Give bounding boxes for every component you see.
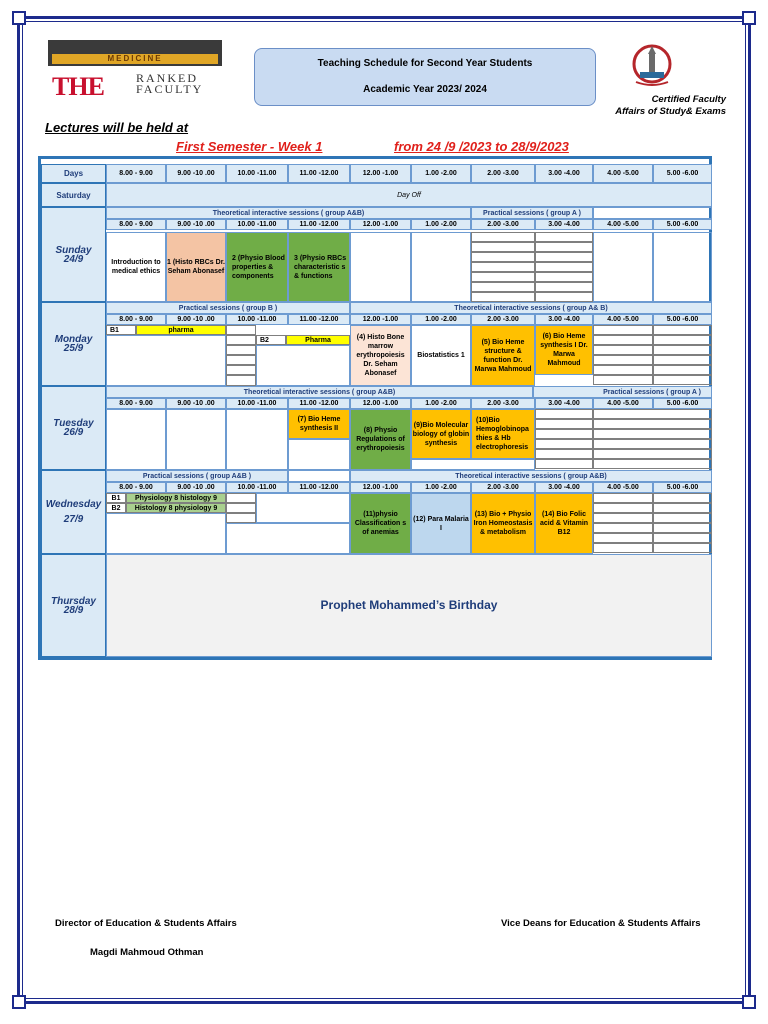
monday-biostatistics: Biostatistics 1 — [411, 325, 471, 386]
sunday-practical-row-cell — [471, 262, 535, 272]
wednesday-time-1: 9.00 -10 .00 — [166, 482, 226, 493]
tuesday-practical-row-cell — [535, 449, 593, 459]
header-time-2: 10.00 -11.00 — [226, 164, 288, 183]
week-dates: from 24 /9 /2023 to 28/9/2023 — [394, 139, 569, 154]
tuesday-session-7: (7) Bio Heme synthesis II — [288, 409, 350, 439]
tuesday-time-5: 1.00 -2.00 — [411, 398, 471, 409]
logo-banner — [48, 40, 222, 66]
day-off-note: Day Off — [106, 183, 712, 207]
tuesday-time-3: 11.00 -12.00 — [288, 398, 350, 409]
sunday-empty-slot — [593, 232, 653, 302]
sunday-time-5: 1.00 -2.00 — [411, 219, 471, 230]
header-time-7: 3.00 -4.00 — [535, 164, 593, 183]
tuesday-practical-row-cell — [535, 459, 593, 469]
wednesday-session-13: (13) Bio + Physio Iron Homeostasis & metabolism — [471, 493, 535, 554]
wednesday-time-3: 11.00 -12.00 — [288, 482, 350, 493]
day-wednesday-date: 27/9 — [63, 514, 84, 525]
monday-time-3: 11.00 -12.00 — [288, 314, 350, 325]
wednesday-practical-row-cell — [653, 513, 712, 523]
wednesday-empty-slot — [226, 523, 350, 554]
wednesday-b2-sessions: Histology 8 physiology 9 — [126, 503, 226, 513]
wednesday-practical-row-cell — [653, 533, 712, 543]
wednesday-session-12: (12) Para Malaria I — [411, 493, 471, 554]
tuesday-time-0: 8.00 - 9.00 — [106, 398, 166, 409]
corner-ornament — [12, 11, 26, 25]
day-thursday-date: 28/9 — [63, 604, 84, 616]
monday-b2-pharma: Pharma — [286, 335, 350, 345]
monday-empty-cell — [226, 335, 256, 345]
certified-text — [604, 94, 726, 118]
wednesday-empty-cell — [226, 503, 256, 513]
monday-practical-row-cell — [653, 355, 712, 365]
sunday-empty-slot — [350, 232, 411, 302]
tuesday-empty-slot — [166, 409, 226, 470]
sunday-empty-slot — [411, 232, 471, 302]
logo-faculty-word: FACULTY — [136, 82, 204, 96]
monday-practical-header: Practical sessions ( group B ) — [106, 302, 350, 314]
tuesday-practical-header: Practical sessions ( group A ) — [533, 386, 712, 398]
header-time-8: 4.00 -5.00 — [593, 164, 653, 183]
wednesday-b1-sessions: Physiology 8 histology 9 — [126, 493, 226, 503]
monday-empty-slot — [256, 345, 350, 386]
wednesday-practical-row-cell — [593, 513, 653, 523]
sunday-time-0: 8.00 - 9.00 — [106, 219, 166, 230]
sunday-time-7: 3.00 -4.00 — [535, 219, 593, 230]
wednesday-practical-row-cell — [593, 543, 653, 553]
day-sunday — [41, 207, 106, 302]
wednesday-practical-row-cell — [653, 523, 712, 533]
monday-time-6: 2.00 -3.00 — [471, 314, 535, 325]
corner-ornament — [12, 995, 26, 1009]
semester-week: First Semester - Week 1 — [176, 139, 323, 154]
tuesday-practical-row-cell — [593, 439, 712, 449]
logo-ranked-text — [136, 73, 203, 95]
monday-practical-row-cell — [593, 375, 653, 385]
schedule-title: Teaching Schedule for Second Year Students — [317, 58, 533, 69]
sunday-empty-header — [593, 207, 712, 219]
tuesday-empty-slot — [411, 459, 535, 470]
sunday-practical-row-cell — [471, 272, 535, 282]
monday-session-4: (4) Histo Bone marrow erythropoiesis Dr. Seham Abonasef — [350, 325, 411, 386]
monday-empty-cell — [226, 345, 256, 355]
monday-practical-row-cell — [593, 345, 653, 355]
sunday-practical-row-cell — [471, 282, 535, 292]
tuesday-practical-row-cell — [593, 459, 712, 469]
cert-line1: Certified Faculty — [651, 94, 726, 105]
director-name: Magdi Mahmoud Othman — [90, 947, 204, 958]
days-header: Days — [41, 164, 106, 183]
sunday-practical-row-cell — [535, 262, 593, 272]
header-time-3: 11.00 -12.00 — [288, 164, 350, 183]
ranking-logo — [48, 40, 224, 102]
header-time-0: 8.00 - 9.00 — [106, 164, 166, 183]
tuesday-empty-slot — [106, 409, 166, 470]
header-time-1: 9.00 -10 .00 — [166, 164, 226, 183]
wednesday-time-9: 5.00 -6.00 — [653, 482, 712, 493]
monday-practical-row-cell — [653, 345, 712, 355]
day-tuesday-label: Tuesday — [53, 418, 94, 429]
monday-practical-row-cell — [653, 375, 712, 385]
wednesday-time-4: 12.00 -1.00 — [350, 482, 411, 493]
wednesday-time-6: 2.00 -3.00 — [471, 482, 535, 493]
sunday-practical-row-cell — [471, 242, 535, 252]
monday-b1-label: B1 — [106, 325, 136, 335]
sunday-time-1: 9.00 -10 .00 — [166, 219, 226, 230]
wednesday-practical-row-cell — [653, 543, 712, 553]
day-monday-date: 25/9 — [63, 343, 84, 354]
university-emblem-icon — [628, 42, 676, 90]
tuesday-practical-row-cell — [593, 409, 712, 419]
sunday-session-3: 3 (Physio RBCs characteristic s & functions — [288, 232, 350, 302]
wednesday-empty-slot — [106, 513, 226, 554]
monday-time-5: 1.00 -2.00 — [411, 314, 471, 325]
day-monday-label: Monday — [54, 334, 93, 345]
tuesday-time-7: 3.00 -4.00 — [535, 398, 593, 409]
day-sunday-label: Sunday — [55, 244, 92, 256]
tuesday-practical-row-cell — [535, 409, 593, 419]
wednesday-time-8: 4.00 -5.00 — [593, 482, 653, 493]
sunday-time-2: 10.00 -11.00 — [226, 219, 288, 230]
header-time-6: 2.00 -3.00 — [471, 164, 535, 183]
tuesday-time-6: 2.00 -3.00 — [471, 398, 535, 409]
monday-practical-row-cell — [593, 335, 653, 345]
cert-line2: Affairs of Study& Exams — [615, 106, 726, 117]
wednesday-practical-row-cell — [653, 493, 712, 503]
sunday-practical-header: Practical sessions ( group A ) — [471, 207, 593, 219]
monday-practical-row-cell — [593, 325, 653, 335]
day-wednesday-label: Wednesday — [45, 499, 102, 510]
sunday-empty-slot — [653, 232, 712, 302]
logo-ranked-word: RANKED — [136, 71, 198, 85]
monday-session-5: (5) Bio Heme structure & function Dr. Marwa Mahmoud — [471, 325, 535, 386]
sunday-practical-row-cell — [471, 292, 535, 302]
tuesday-practical-row-cell — [593, 429, 712, 439]
monday-time-8: 4.00 -5.00 — [593, 314, 653, 325]
wednesday-empty-cell — [226, 513, 256, 523]
wednesday-empty-header — [288, 470, 350, 482]
wednesday-empty-slot — [256, 493, 350, 523]
day-thursday — [41, 554, 106, 657]
tuesday-practical-row-cell — [593, 419, 712, 429]
sunday-practical-row-cell — [471, 232, 535, 242]
wednesday-theory-header: Theoretical interactive sessions ( group A&B) — [350, 470, 712, 482]
sunday-time-9: 5.00 -6.00 — [653, 219, 712, 230]
monday-session-6: (6) Bio Heme synthesis I Dr. Marwa Mahmoud — [535, 325, 593, 375]
logo-medicine-text: MEDICINE — [52, 54, 218, 64]
monday-empty-cell — [226, 375, 256, 386]
wednesday-session-11: (11)physio Classification s of anemias — [350, 493, 411, 554]
wednesday-practical-row-cell — [653, 503, 712, 513]
wednesday-b2-label: B2 — [106, 503, 126, 513]
wednesday-practical-row-cell — [593, 493, 653, 503]
lectures-heading: Lectures will be held at — [45, 120, 189, 135]
tuesday-time-1: 9.00 -10 .00 — [166, 398, 226, 409]
monday-time-0: 8.00 - 9.00 — [106, 314, 166, 325]
schedule-table — [38, 156, 712, 660]
sunday-time-4: 12.00 -1.00 — [350, 219, 411, 230]
tuesday-empty-slot — [288, 439, 350, 470]
tuesday-theory-header: Theoretical interactive sessions ( group A&B) — [106, 386, 533, 398]
tuesday-time-8: 4.00 -5.00 — [593, 398, 653, 409]
day-saturday: Saturday — [41, 183, 106, 207]
sunday-practical-row-cell — [535, 272, 593, 282]
monday-practical-row-cell — [593, 355, 653, 365]
monday-practical-row-cell — [653, 325, 712, 335]
tuesday-time-2: 10.00 -11.00 — [226, 398, 288, 409]
sunday-practical-row-cell — [535, 242, 593, 252]
monday-time-2: 10.00 -11.00 — [226, 314, 288, 325]
wednesday-practical-row-cell — [593, 523, 653, 533]
tuesday-practical-row-cell — [535, 439, 593, 449]
sunday-theory-header: Theoretical interactive sessions ( group A&B) — [106, 207, 471, 219]
tuesday-practical-row-cell — [535, 419, 593, 429]
monday-time-7: 3.00 -4.00 — [535, 314, 593, 325]
day-monday — [41, 302, 106, 386]
tuesday-time-9: 5.00 -6.00 — [653, 398, 712, 409]
tuesday-session-8: (8) Physio Regulations of erythropoiesis — [350, 409, 411, 470]
logo-the-text: THE — [52, 72, 104, 101]
academic-year: Academic Year 2023/ 2024 — [363, 84, 487, 95]
header-time-4: 12.00 -1.00 — [350, 164, 411, 183]
monday-practical-row-cell — [653, 335, 712, 345]
wednesday-empty-cell — [226, 493, 256, 503]
tuesday-empty-slot — [226, 409, 288, 470]
sunday-session-1: 1 (Histo RBCs Dr. Seham Abonasef — [166, 232, 226, 302]
wednesday-b1-label: B1 — [106, 493, 126, 503]
director-title: Director of Education & Students Affairs — [55, 918, 237, 929]
sunday-session-ethics: Introduction to medical ethics — [106, 232, 166, 302]
holiday-note: Prophet Mohammed’s Birthday — [106, 554, 712, 657]
monday-practical-row-cell — [593, 365, 653, 375]
monday-empty-cell — [226, 325, 256, 335]
sunday-practical-row-cell — [535, 252, 593, 262]
tuesday-practical-row-cell — [593, 449, 712, 459]
day-sunday-date: 24/9 — [63, 253, 84, 265]
corner-ornament — [742, 11, 756, 25]
monday-empty-cell — [226, 365, 256, 375]
wednesday-time-5: 1.00 -2.00 — [411, 482, 471, 493]
wednesday-time-7: 3.00 -4.00 — [535, 482, 593, 493]
wednesday-time-0: 8.00 - 9.00 — [106, 482, 166, 493]
monday-theory-header: Theoretical interactive sessions ( group A& B) — [350, 302, 712, 314]
sunday-time-3: 11.00 -12.00 — [288, 219, 350, 230]
sunday-practical-row-cell — [535, 232, 593, 242]
header-time-5: 1.00 -2.00 — [411, 164, 471, 183]
wednesday-practical-header: Practical sessions ( group A&B ) — [106, 470, 288, 482]
monday-b2-label: B2 — [256, 335, 286, 345]
vice-deans-title: Vice Deans for Education & Students Affairs — [501, 918, 701, 929]
sunday-time-8: 4.00 -5.00 — [593, 219, 653, 230]
day-wednesday — [41, 470, 106, 554]
sunday-time-6: 2.00 -3.00 — [471, 219, 535, 230]
sunday-practical-row-cell — [535, 282, 593, 292]
wednesday-practical-row-cell — [593, 503, 653, 513]
monday-time-4: 12.00 -1.00 — [350, 314, 411, 325]
sunday-practical-row-cell — [471, 252, 535, 262]
sunday-practical-row-cell — [535, 292, 593, 302]
day-tuesday-date: 26/9 — [63, 427, 84, 438]
tuesday-time-4: 12.00 -1.00 — [350, 398, 411, 409]
wednesday-time-2: 10.00 -11.00 — [226, 482, 288, 493]
wednesday-session-14: (14) Bio Folic acid & Vitamin B12 — [535, 493, 593, 554]
corner-ornament — [742, 995, 756, 1009]
header-time-9: 5.00 -6.00 — [653, 164, 712, 183]
tuesday-session-10: (10)Bio Hemoglobinopa thies & Hb electrophoresis — [471, 409, 535, 459]
tuesday-practical-row-cell — [535, 429, 593, 439]
monday-empty-slot — [106, 335, 226, 386]
monday-time-9: 5.00 -6.00 — [653, 314, 712, 325]
tuesday-session-9: (9)Bio Molecular biology of globin synthesis — [411, 409, 471, 459]
day-tuesday — [41, 386, 106, 470]
monday-time-1: 9.00 -10 .00 — [166, 314, 226, 325]
schedule-title-box — [254, 48, 596, 106]
sunday-session-2: 2 (Physio Blood properties & components — [226, 232, 288, 302]
monday-b1-pharma: pharma — [136, 325, 226, 335]
monday-empty-cell — [226, 355, 256, 365]
day-thursday-label: Thursday — [50, 595, 96, 607]
wednesday-practical-row-cell — [593, 533, 653, 543]
monday-practical-row-cell — [653, 365, 712, 375]
